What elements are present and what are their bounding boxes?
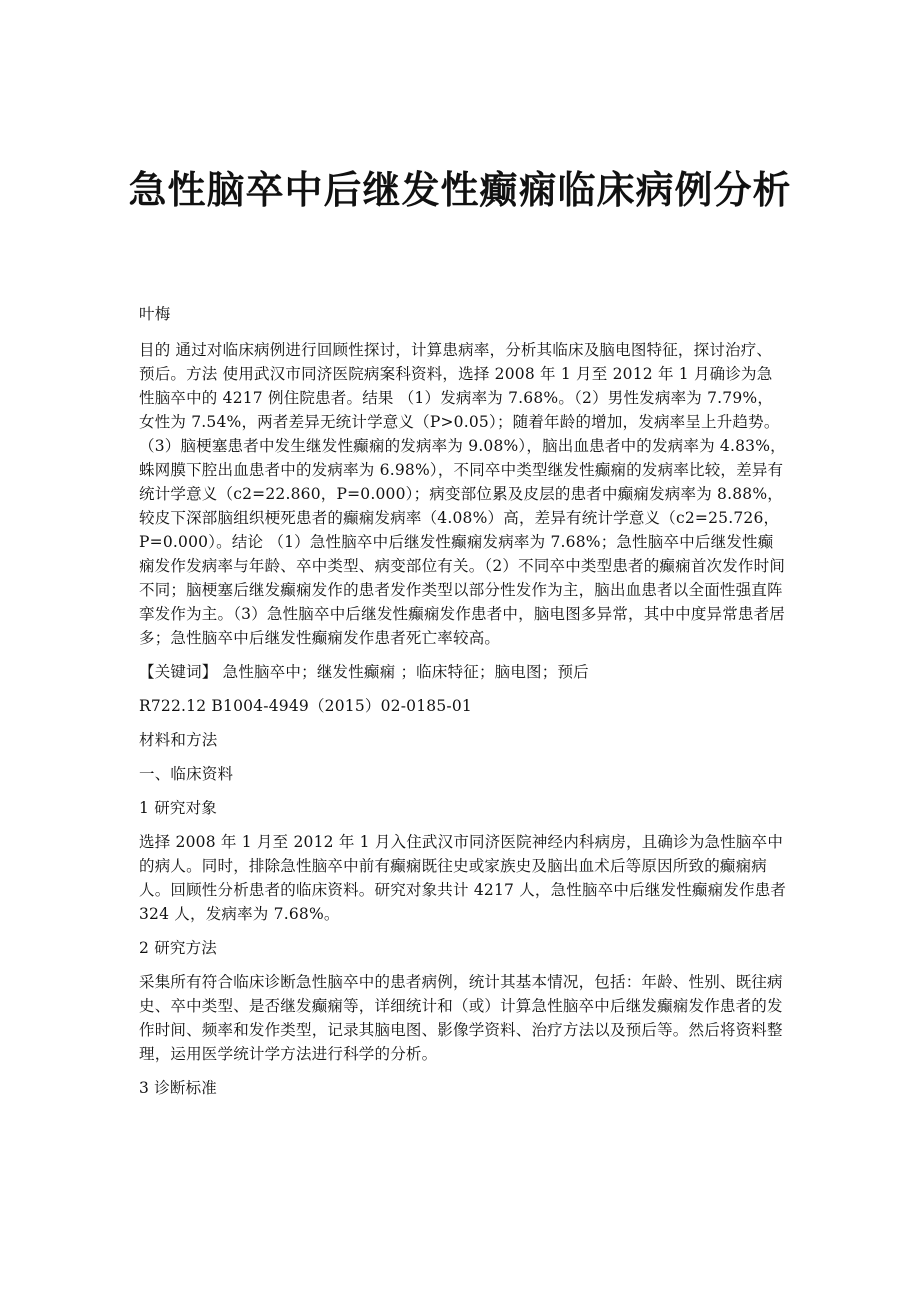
document-title: 急性脑卒中后继发性癫痫临床病例分析 <box>128 167 792 212</box>
document-body <box>139 302 787 1110</box>
classification-line: R722.12 B1004-4949（2015）02-0185-01 <box>139 697 472 715</box>
subjects-paragraph: 选择 2008 年 1 月至 2012 年 1 月入住武汉市同济医院神经内科病房，且确诊为急性脑卒中的病人。同时，排除急性脑卒中前有癫痫既往史或家族史及脑出血术后等原因所致的癫痫病人。回顾性分析患者的临床资料。研究对象共计 4217 人，急性脑卒中后继发性癫痫发作患者 324 人，发病率为 7.68%。 <box>139 833 787 923</box>
section-heading-clinical: 一、临床资料 <box>139 765 234 783</box>
methods-paragraph: 采集所有符合临床诊断急性脑卒中的患者病例，统计其基本情况，包括：年龄、性别、既往病史、卒中类型、是否继发癫痫等，详细统计和（或）计算急性脑卒中后继发癫痫发作患者的发作时间、频率和发作类型，记录其脑电图、影像学资料、治疗方法以及预后等。然后将资料整理，运用医学统计学方法进行科学的分析。 <box>139 973 783 1063</box>
section-heading-materials: 材料和方法 <box>139 731 218 749</box>
heading-diagnosis: 3 诊断标准 <box>139 1079 217 1097</box>
keywords-line: 【关键词】 急性脑卒中；继发性癫痫 ；临床特征；脑电图；预后 <box>139 663 589 681</box>
heading-methods: 2 研究方法 <box>139 939 217 957</box>
author-name: 叶梅 <box>139 305 171 323</box>
heading-subjects: 1 研究对象 <box>139 799 217 817</box>
abstract-paragraph: 目的 通过对临床病例进行回顾性探讨，计算患病率，分析其临床及脑电图特征，探讨治疗、预后。方法 使用武汉市同济医院病案科资料，选择 2008 年 1 月至 2012 年 1 月确诊为急性脑卒中的 4217 例住院患者。结果 （1）发病率为 7.68%。（2）男性发病率为 7.79%，女性为 7.54%，两者差异无统计学意义（P>0.05）；随着年龄的增加，发病率呈上升趋势。（3）脑梗塞患者中发生继发性癫痫的发病率为 9.08%），脑出血患者中的发病率为 4.83%，蛛网膜下腔出血患者中的发病率为 6.98%），不同卒中类型继发性癫痫的发病率比较，差异有统计学意义（c2=22.860，P=0.000）；病变部位累及皮层的患者中癫痫发病率为 8.88%，较皮下深部脑组织梗死患者的癫痫发病率（4.08%）高，差异有统计学意义（c2=25.726，P=0.000）。结论 （1）急性脑卒中后继发性癫痫发病率为 7.68%；急性脑卒中后继发性癫痫发作发病率与年龄、卒中类型、病变部位有关。（2）不同卒中类型患者的癫痫首次发作时间不同；脑梗塞后继发癫痫发作的患者发作类型以部分性发作为主，脑出血患者以全面性强直阵挛发作为主。（3）急性脑卒中后继发性癫痫发作患者中，脑电图多异常，其中中度异常患者居多；急性脑卒中后继发性癫痫发作患者死亡率较高。 <box>139 341 786 647</box>
